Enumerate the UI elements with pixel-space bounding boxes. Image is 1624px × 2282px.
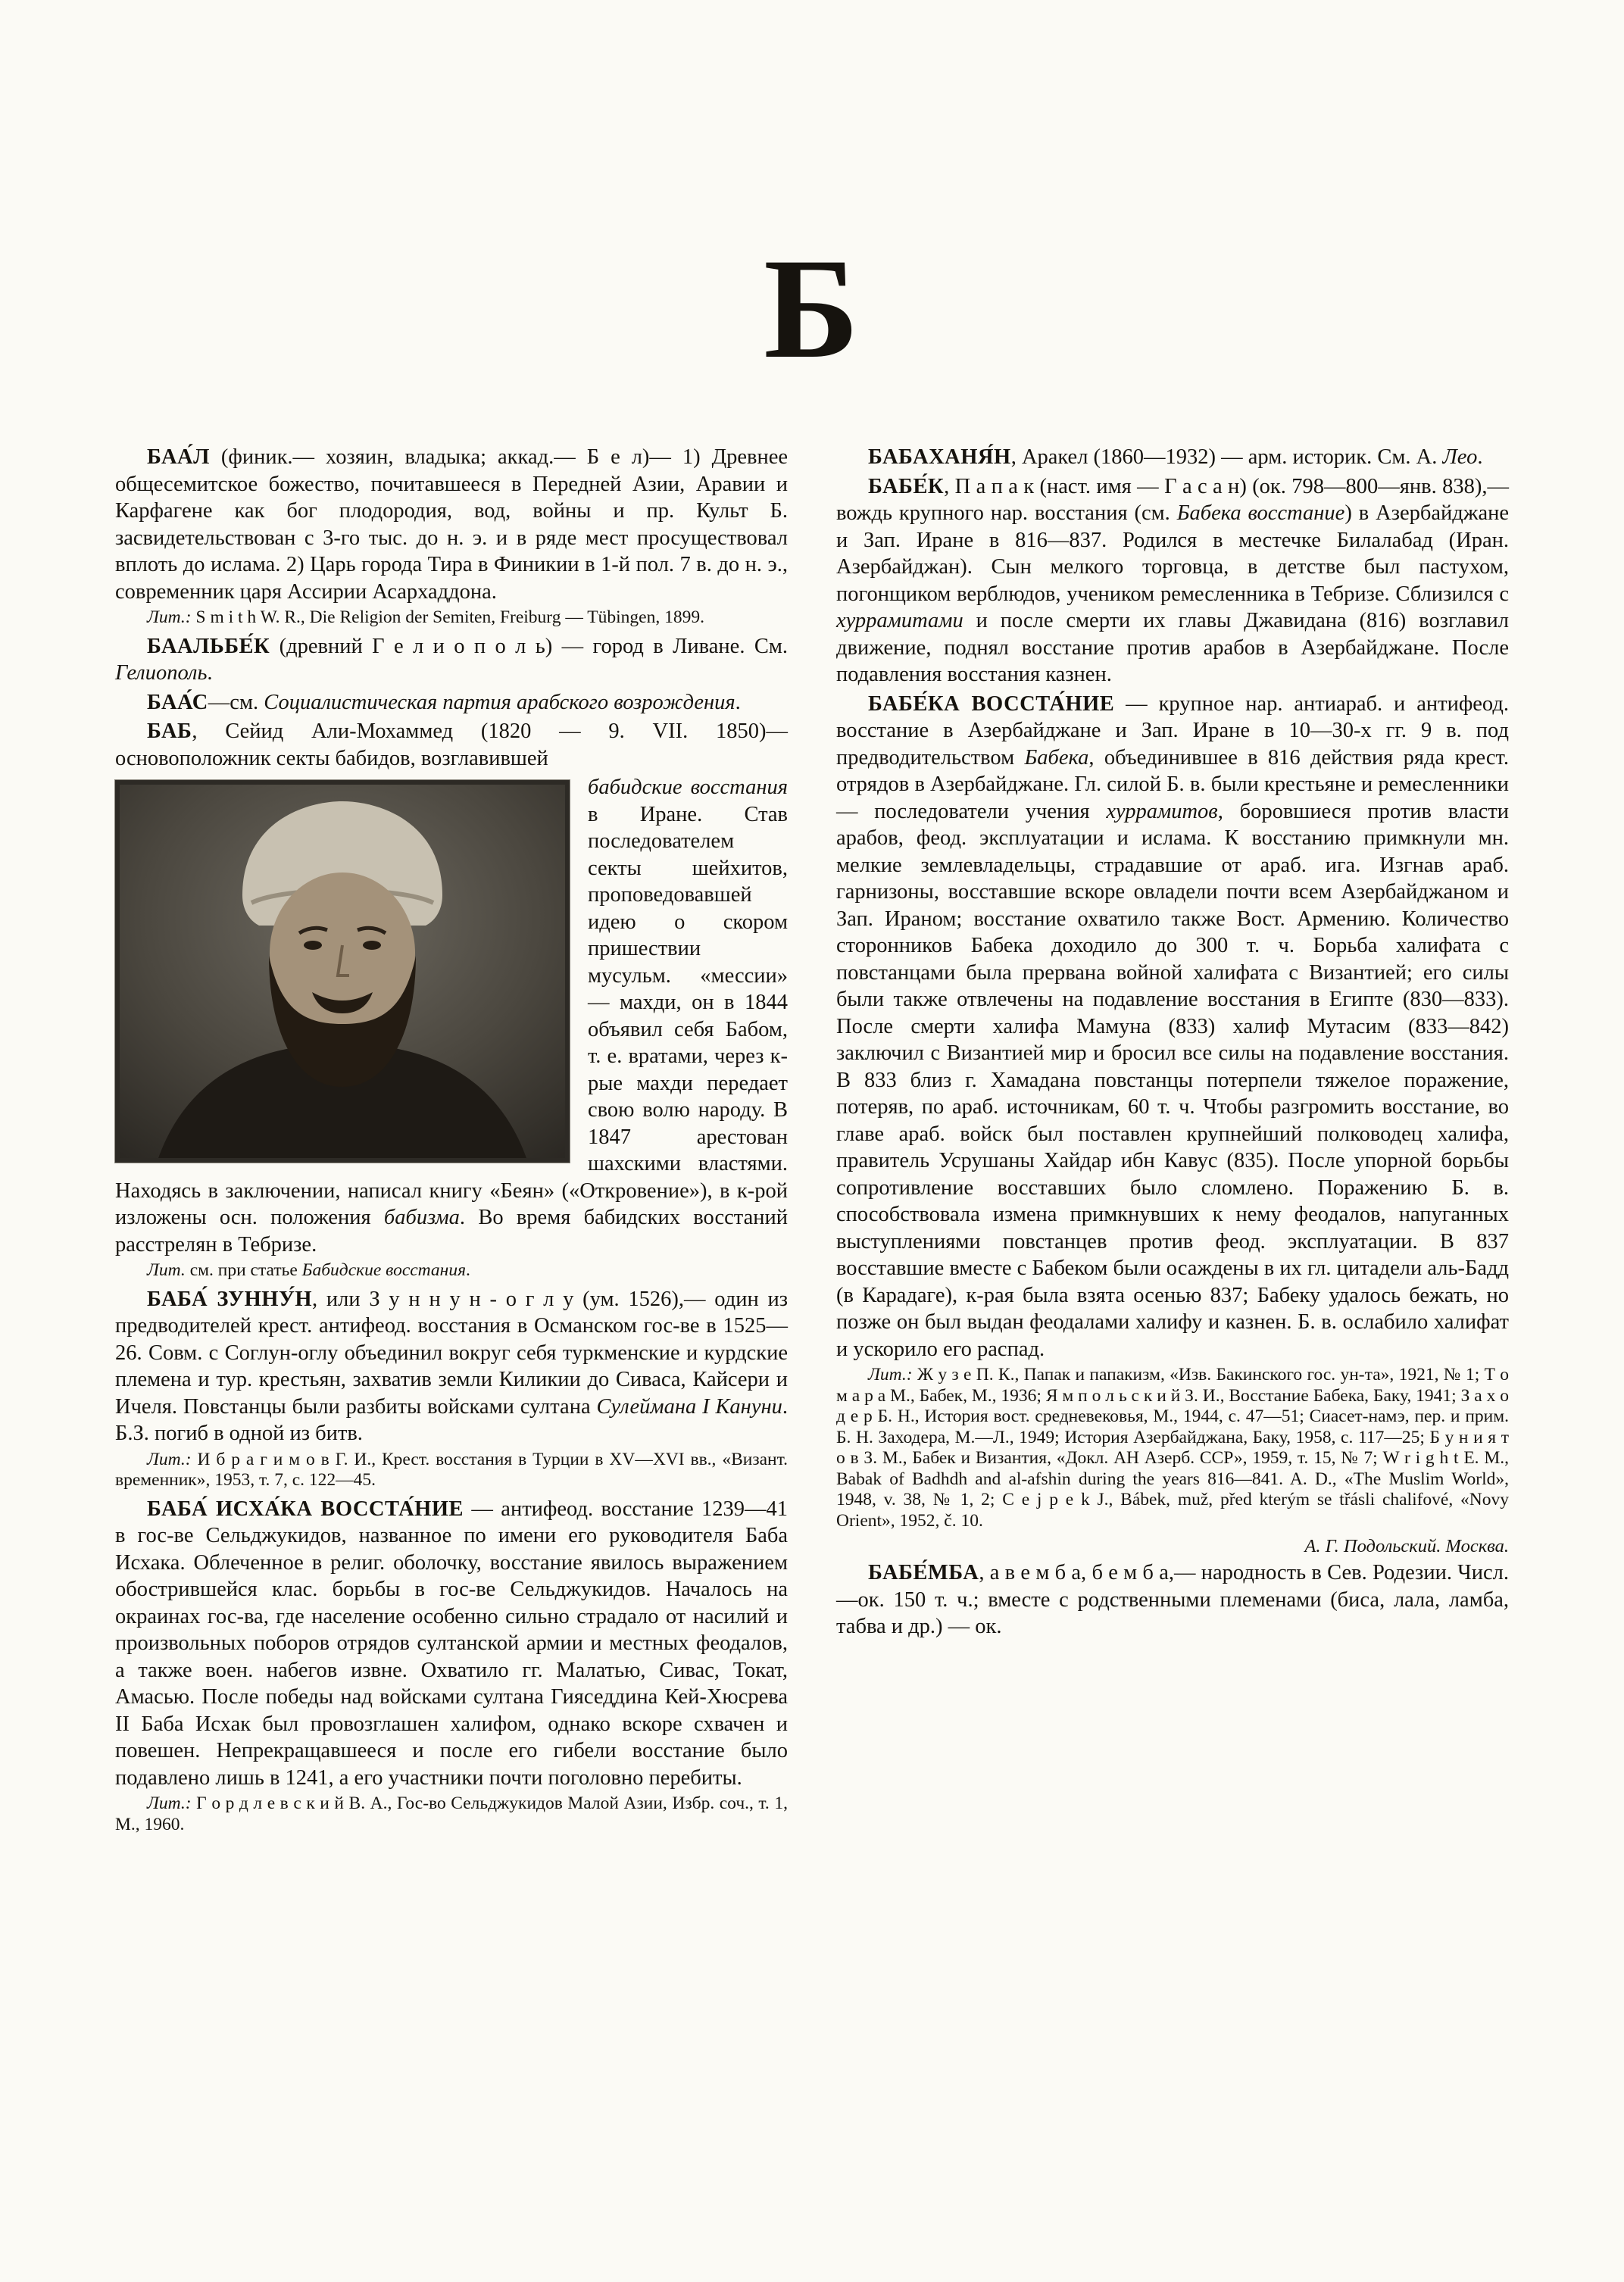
entry-baal [115,444,788,605]
text-run: Лит. [147,1260,186,1280]
text-run: —см. [208,690,264,714]
text-run: БАА́С [147,690,208,714]
text-run: Бабека восстание [1176,501,1345,525]
text-run: Лео [1442,445,1478,469]
text-run: . [735,690,741,714]
text-run: БАБА́ ЗУННУ́Н [147,1287,313,1311]
text-run: , боровшиеся против власти арабов, феод. эксплуатации и ислама. К восстанию примкнули мн. мелкие землевладельцы, страдавшие от араб. ига. Изгнав араб. гарнизоны, восставшие вскоре овладели почти всем Азербайджаном и Зап. Ираном; восстание охватило также Вост. Армению. Количество сторонников Бабека доходило до 300 т. ч. Борьба халифата с повстанцами была прервана войной халифата с Византией; его силы были также отвлечены на подавление восстания в Египте (830—833). После смерти халифа Мамуна (833) халиф Мутасим (833—842) заключил с Византией мир и бросил все силы на подавление восстания. В 833 близ г. Хамадана повстанцы потерпели тяжелое поражение, потеряв, по араб. источникам, 60 т. ч. Чтобы разгромить восстание, во главе араб. войск был поставлен крупнейший полководец халифа, правитель Усрушаны Хайдар ибн Кавус (835). После упорной борьбы сопротивление восставших было сломлено. Поражению Б. в. способствовала измена примкнувших к нему феодалов, напуганных выступлениями повстанцев против феод. эксплуатации. В 837 восставшие вместе с Бабеком были осаждены в их гл. цитадели аль-Бадд (в Карадаге), к-рая была взята осенью 837; Бабеку удалось бежать, но позже он был выдан феодалами халифу и казнен. Б. в. ослабило халифат и ускорило его распад. [836,799,1510,1361]
text-run: Сулеймана I Кануни [596,1394,782,1419]
text-run: , а в е м б а, б е м б а,— народность в Сев. Родезии. Числ.—ок. 150 т. ч.; вместе с родственными племенами (биса, лала, ламба, табва и др.) — ок. [836,1561,1509,1638]
author-signature [836,1536,1509,1557]
text-run: бабидские восстания [588,776,788,799]
text-run: ) в Азербайджане и Зап. Иране в 816—837. Родился в местечке Билалабад (Иран. Азербайджан). Сын мелкого торговца, в детстве был пастухом, погонщиком верблюдов, учеником ремесленника в Тебризе. Сблизился с [836,501,1509,606]
text-run: . [466,1260,470,1280]
section-letter-heading: Б [764,229,860,389]
text-run: (древний Г е л и о п о л ь) — город в Ливане. См. [270,634,788,658]
text-run: БАА́Л [147,445,210,469]
text-run: , объединившее в 816 действия ряда крест. отрядов в Азербайджане. Гл. силой Б. в. были крестьяне и ремесленники — последователи учения [836,745,1509,823]
entry-baal-lit [115,607,788,629]
entry-baas [115,689,788,716]
text-run: Бабека [1024,745,1089,770]
text-run: см. при статье [185,1260,302,1280]
text-run: БАБА́ ИСХА́КА ВОССТА́НИЕ [147,1497,464,1521]
text-columns [115,444,1509,1840]
entry-babeka-vosstanie-lit [836,1365,1509,1531]
entry-baba-iskhaka [115,1496,788,1792]
text-run: Гелиополь [115,661,208,685]
text-run: хуррамитов [1106,799,1218,823]
text-run: . [1477,445,1483,469]
entry-baalbek [115,633,788,687]
text-run: БАБАХАНЯ́Н [868,445,1011,469]
text-run: S m i t h W. R., Die Religion der Semiten, Freiburg — Tübingen, 1899. [191,607,704,627]
text-run: БАБЕ́К [868,474,945,498]
left-eye [304,941,322,950]
left-column [115,444,788,1840]
text-run: Социалистическая партия арабского возрождения [264,690,735,714]
entry-baba-zunnun [115,1286,788,1447]
text-run: БАБ [147,720,192,743]
text-run: Г о р д л е в с к и й В. А., Гос-во Сельджукидов Малой Азии, Избр. соч., т. 1, М., 1960. [115,1793,788,1834]
text-run: БАБЕ́КА ВОССТА́НИЕ [868,691,1115,716]
entry-baba-zunnun-lit [115,1450,788,1491]
text-run: Лит.: [147,1793,192,1813]
entry-baba-iskhaka-lit [115,1793,788,1835]
entry-bab [115,718,788,1286]
text-run: Лит.: [147,607,192,627]
right-column [836,444,1509,1840]
text-run: БААЛЬБЕ́К [147,634,270,658]
text-run: Ж у з е П. К., Папак и папакизм, «Изв. Бакинского гос. ун-та», 1921, № 1; Т о м а р а М., Бабек, М., 1936; Я м п о л ь с к и й З. И., Восстание Бабека, Баку, 1941; З а х о д е р Б. Н., История вост. средневековья, М., 1944, с. 47—51; Сиасет-намэ, пер. и прим. Б. Н. Заходера, М.—Л., 1949; История Азербайджана, Баку, 1958, с. 117—25; Б у н и я т о в З. М., Бабек и Византия, «Докл. АН Азерб. ССР», 1959, т. 15, № 7; W r i g h t E. M., Babak of Badhdh and al-afshin during the years 816—841. A. D., «The Muslim World», 1948, v. 38, № 1, 2; C e j p e k J., Bábek, muž, před kterým se třásli chalifové, «Novy Orient», 1952, č. 10. [836,1365,1509,1531]
text-run: . [207,661,213,685]
text-run: (финик.— хозяин, владыка; аккад.— Б е л)— 1) Древнее общесемитское божество, почитавшееся в Передней Азии, Аравии и Карфагене как бог плодородия, вод, войны и пр. Культ Б. засвидетельствован с 3-го тыс. до н. э. и в ряде мест просуществовал вплоть до ислама. 2) Царь города Тира в Финикии в 1-й пол. 7 в. до н. э., современник царя Ассирии Асархаддона. [115,445,788,604]
bab-portrait-illustration [115,780,570,1163]
text-run: в Иране. Став последователем секты шейхитов, проповедовавшей идею о скором пришествии мусульм. «мессии» — махди, он в 1844 объявил себя Бабом, т. е. вратами, через к-рые махди передает свою волю народу. В 1847 арестован шахскими властями. Находясь в заключении, написал книгу «Беян» («Откровение»), в к-рой изложены осн. положения [115,802,788,1229]
text-run: . Б.З. погиб в одной из битв. [115,1394,788,1445]
text-run: Бабидские восстания [301,1260,467,1280]
entry-babemba [836,1559,1509,1640]
entry-bab-intro [115,718,788,772]
text-run: . Во время бабидских восстаний расстрелян в Тебризе. [115,1206,789,1257]
entry-babeka-vosstanie [836,691,1509,1363]
text-run: , или З у н н у н - о г л у (ум. 1526),— один из предводителей крест. антифеод. восстания в Османском гос-ве в 1525—26. Совм. с Соглун-оглу объединил вокруг себя туркменские и курдские племена и тур. крестьян, захватив земли Киликии до Сиваса, Кайсери и Ичеля. Повстанцы были разбиты войсками султана [115,1287,788,1419]
entry-babek [836,473,1509,688]
text-run: , Аракел (1860—1932) — арм. историк. См. А. [1010,445,1443,469]
text-run: бабизма [383,1206,460,1229]
text-run: И б р а г и м о в Г. И., Крест. восстания в Турции в XV—XVI вв., «Визант. временник», 1953, т. 7, с. 122—45. [115,1449,788,1490]
text-run: и после смерти их главы Джавидана (816) возглавил движение, поднял восстание против арабов в Азербайджане. После подавления восстания казнен. [836,609,1509,686]
bab-portrait-photo [115,780,570,1163]
text-run: — крупное нар. антиараб. и антифеод. восстание в Азербайджане и Зап. Иране в 10—30-х гг. 9 в. под предводительством [836,691,1509,770]
text-run: , П а п а к (наст. имя — Г а с а н) (ок. 798—800—янв. 838),— вождь крупного нар. восстания (см. [836,474,1509,525]
text-run: Лит.: [868,1365,913,1384]
text-run: Лит.: [147,1449,192,1469]
text-run: — антифеод. восстание 1239—41 в гос-ве Сельджукидов, названное по имени его руководителя Баба Исхака. Облеченное в религ. оболочку, восстание явилось выражением обострившейся клас. борьбы в гос-ве Сельджукидов. Началось на окраинах гос-ва, где население особенно сильно страдало от насилий и произвольных поборов отрядов султанской армии и местных феодалов, а также воен. набегов извне. Охватило гг. Малатью, Сивас, Токат, Амасью. После победы над войсками султана Гияседдина Кей-Хюсрева II Баба Исхак был провозглашен халифом, однако вскоре схвачен и повешен. Непрекращавшееся и после его гибели восстание было подавлено лишь в 1241, а его участники почти поголовно перебиты. [115,1497,788,1790]
entry-babakhanyan [836,444,1509,471]
text-run: хуррамитами [836,609,963,632]
text-run: А. Г. Подольский. Москва. [1304,1536,1509,1556]
entry-bab-lit [115,1260,788,1281]
right-eye [363,941,381,950]
text-run: , Сейид Али-Мохаммед (1820 — 9. VII. 1850)— основоположник секты бабидов, возглавившей [115,720,788,770]
text-run: БАБЕ́МБА [868,1561,979,1584]
